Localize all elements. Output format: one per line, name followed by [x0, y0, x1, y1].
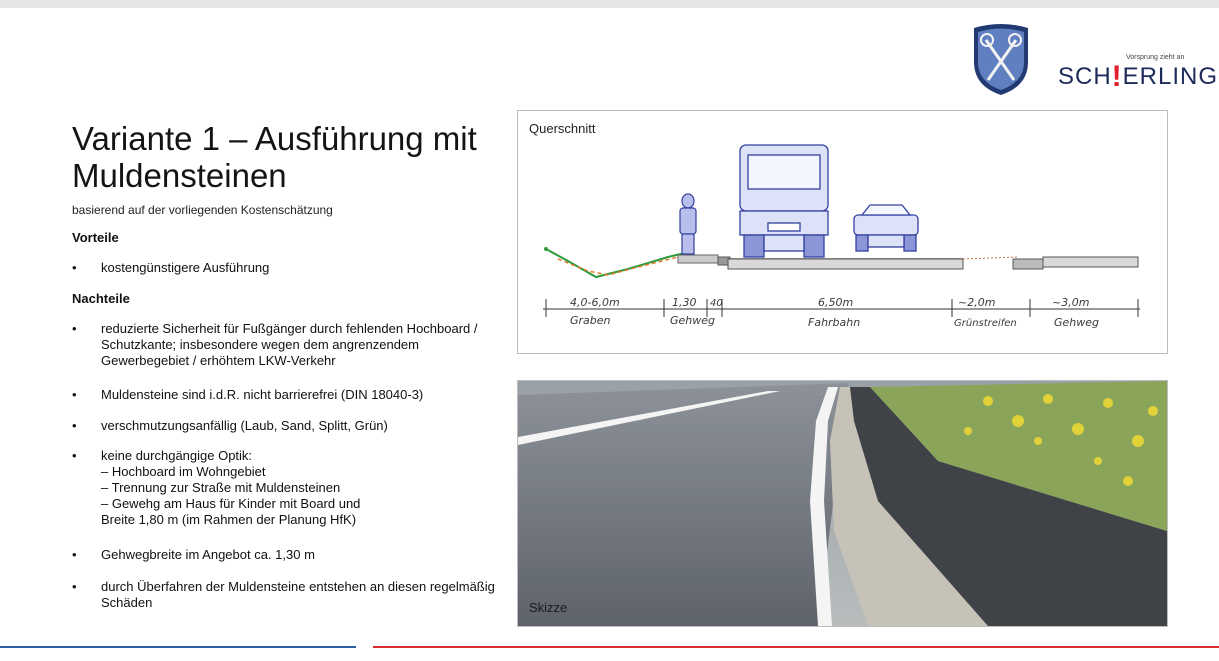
- brand-tagline: Vorsprung zieht an: [1126, 54, 1185, 61]
- dim-value: ~3,0m: [1052, 296, 1090, 309]
- road-sketch-image: [518, 381, 1167, 626]
- brand-wordmark: [1058, 58, 1218, 92]
- nachteil-text: reduzierte Sicherheit für Fußgänger durch fehlenden Hochboard / Schutzkante; insbesondere wegen dem angrenzendem Gewerbegebiet / erhöhtem LKW-Verkehr: [101, 321, 478, 368]
- nachteile-heading: Nachteile: [72, 291, 130, 306]
- slide-subtitle: basierend auf der vorliegenden Kostenschätzung: [72, 203, 333, 217]
- dim-value: 1,30: [672, 296, 697, 309]
- brand-prefix: SCH: [1058, 63, 1112, 90]
- brand-bang: !: [1111, 60, 1123, 93]
- cross-section-drawing: [518, 111, 1167, 353]
- footer-line-red: [373, 646, 1219, 648]
- nachteil-text: keine durchgängige Optik: – Hochboard im Wohngebiet – Trennung zur Straße mit Muldensteinen – Gewehg am Haus für Kinder mit Board und Breite 1,80 m (im Rahmen der Planung HfK): [101, 448, 361, 527]
- dim-name: Gehweg: [1054, 316, 1100, 329]
- cross-section-panel: [517, 110, 1168, 354]
- bullet: •: [72, 579, 77, 594]
- dim-value: ~2,0m: [958, 296, 996, 309]
- logo-area: [968, 22, 1219, 98]
- vorteile-heading: Vorteile: [72, 230, 119, 245]
- footer-line-blue: [0, 646, 356, 648]
- truck-icon: [740, 145, 828, 257]
- dim-name: Gehweg: [670, 314, 716, 327]
- dim-value: 40: [710, 298, 723, 309]
- bullet: •: [72, 418, 77, 433]
- cross-section-label: Querschnitt: [529, 121, 596, 136]
- nachteil-text: Gehwegbreite im Angebot ca. 1,30 m: [101, 547, 315, 562]
- dim-value: 4,0-6,0m: [570, 296, 620, 309]
- sketch-label: Skizze: [529, 600, 568, 615]
- vorteil-text: kostengünstigere Ausführung: [101, 260, 270, 275]
- brand-suffix: ERLING: [1122, 63, 1219, 90]
- top-bar: [0, 0, 1219, 8]
- coat-of-arms-icon: [970, 22, 1032, 96]
- nachteil-text: Muldensteine sind i.d.R. nicht barrierefrei (DIN 18040-3): [101, 387, 424, 402]
- dim-name: Grünstreifen: [954, 318, 1017, 329]
- bullet: •: [72, 260, 77, 275]
- cyclist-icon: [680, 194, 696, 254]
- slide-title: Variante 1 – Ausführung mit Muldensteinen: [72, 120, 477, 194]
- dim-value: 6,50m: [818, 296, 854, 309]
- bullet: •: [72, 448, 77, 463]
- bullet: •: [72, 387, 77, 402]
- bullet: •: [72, 321, 77, 336]
- sketch-panel: [517, 380, 1168, 627]
- nachteil-text: verschmutzungsanfällig (Laub, Sand, Splitt, Grün): [101, 418, 388, 433]
- dim-name: Graben: [570, 314, 611, 327]
- dim-name: Fahrbahn: [808, 316, 861, 329]
- nachteil-text: durch Überfahren der Muldensteine entstehen an diesen regelmäßig Schäden: [101, 579, 495, 610]
- car-icon: [854, 205, 918, 251]
- bullet: •: [72, 547, 77, 562]
